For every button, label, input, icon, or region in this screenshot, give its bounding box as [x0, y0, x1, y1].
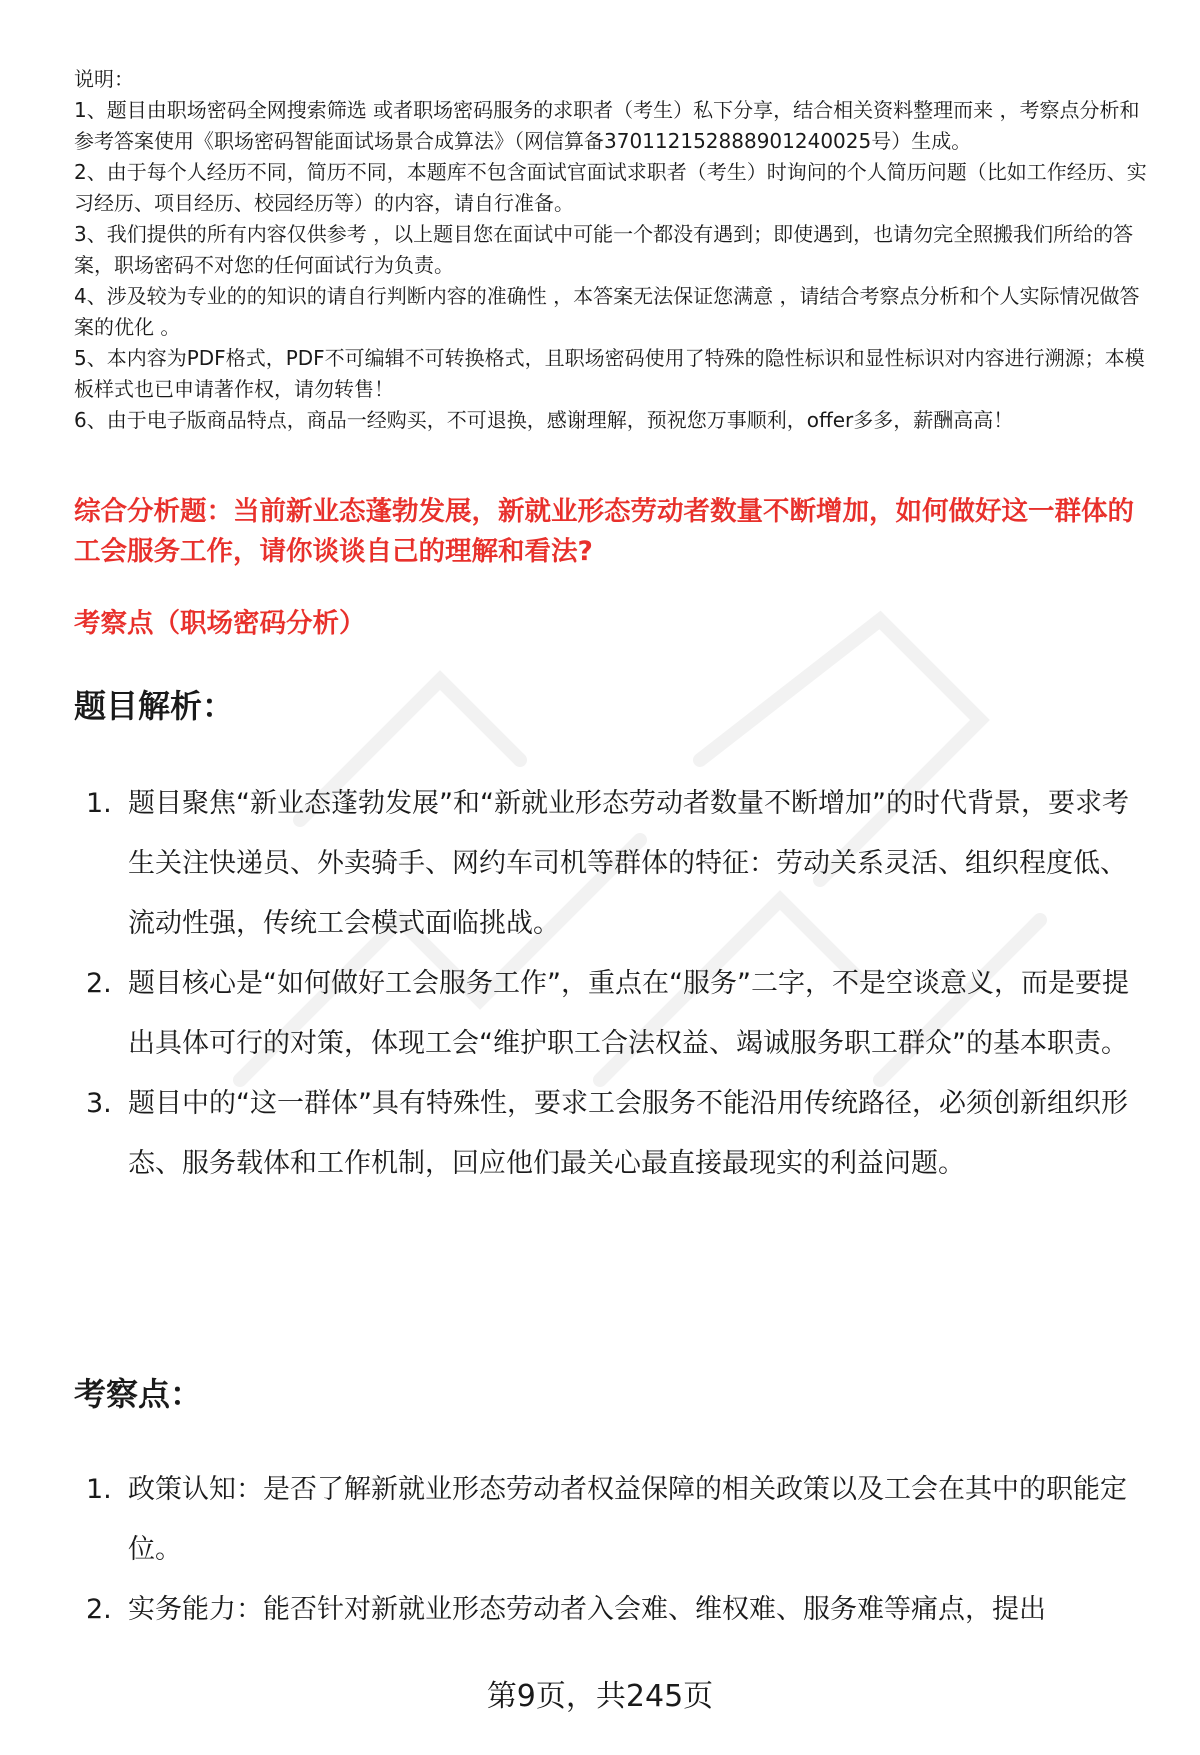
note-item-2: 2、由于每个人经历不同，简历不同，本题库不包含面试官面试求职者（考生）时询问的个人简历问题（比如工作经历、实习经历、项目经历、校园经历等）的内容，请自行准备。 — [74, 160, 1147, 215]
list-number: 3. — [86, 1088, 112, 1119]
list-text: 题目聚焦“新业态蓬勃发展”和“新就业形态劳动者数量不断增加”的时代背景，要求考生关注快递员、外卖骑手、网约车司机等群体的特征：劳动关系灵活、组织程度低、流动性强，传统工会模式面临挑战。 — [128, 788, 1129, 939]
points-heading: 考察点： — [74, 1375, 203, 1413]
note-item-3: 3、我们提供的所有内容仅供参考 ，以上题目您在面试中可能一个都没有遇到；即使遇到，也请勿完全照搬我们所给的答案，职场密码不对您的任何面试行为负责。 — [74, 222, 1134, 277]
list-number: 2. — [86, 968, 112, 999]
note-item-1: 1、题目由职场密码全网搜索筛选 或者职场密码服务的求职者（考生）私下分享，结合相关资料整理而来 ，考察点分析和参考答案使用《职场密码智能面试场景合成算法》（网信算备370112152888901240025号）生成。 — [74, 98, 1140, 153]
list-text: 题目中的“这一群体”具有特殊性，要求工会服务不能沿用传统路径，必须创新组织形态、服务载体和工作机制，回应他们最关心最直接最现实的利益问题。 — [128, 1088, 1128, 1179]
list-text: 实务能力：能否针对新就业形态劳动者入会难、维权难、服务难等痛点，提出 — [128, 1594, 1046, 1625]
note-item-5: 5、本内容为PDF格式，PDF不可编辑不可转换格式，且职场密码使用了特殊的隐性标识和显性标识对内容进行溯源；本模板样式也已申请著作权，请勿转售！ — [74, 346, 1145, 401]
list-text: 题目核心是“如何做好工会服务工作”，重点在“服务”二字，不是空谈意义，而是要提出具体可行的对策，体现工会“维护职工合法权益、竭诚服务职工群众”的基本职责。 — [128, 968, 1129, 1059]
exam-point-title: 考察点（职场密码分析） — [74, 608, 366, 639]
analysis-item-2 — [0, 954, 1200, 1074]
note-item-6: 6、由于电子版商品特点，商品一经购买，不可退换，感谢理解，预祝您万事顺利，offer多多，薪酬高高！ — [74, 408, 1014, 432]
page-number: 第9页，共245页 — [486, 1679, 714, 1714]
notes-title: 说明： — [74, 67, 134, 91]
disclaimer-notes — [74, 64, 1154, 436]
analysis-item-1 — [0, 774, 1200, 954]
list-number: 2. — [86, 1594, 112, 1625]
note-item-4: 4、涉及较为专业的的知识的请自行判断内容的准确性 ，本答案无法保证您满意 ，请结合考察点分析和个人实际情况做答案的优化 。 — [74, 284, 1140, 339]
points-item-1 — [0, 1460, 1200, 1580]
points-item-2 — [0, 1580, 1200, 1640]
analysis-item-3 — [0, 1074, 1200, 1194]
points-list — [0, 1460, 1200, 1640]
question-title: 综合分析题：当前新业态蓬勃发展，新就业形态劳动者数量不断增加，如何做好这一群体的工会服务工作，请你谈谈自己的理解和看法? — [74, 496, 1134, 567]
list-number: 1. — [86, 788, 112, 819]
analysis-list — [0, 774, 1200, 1194]
analysis-heading: 题目解析： — [74, 687, 235, 725]
list-number: 1. — [86, 1474, 112, 1505]
list-text: 政策认知：是否了解新就业形态劳动者权益保障的相关政策以及工会在其中的职能定位。 — [128, 1474, 1127, 1565]
